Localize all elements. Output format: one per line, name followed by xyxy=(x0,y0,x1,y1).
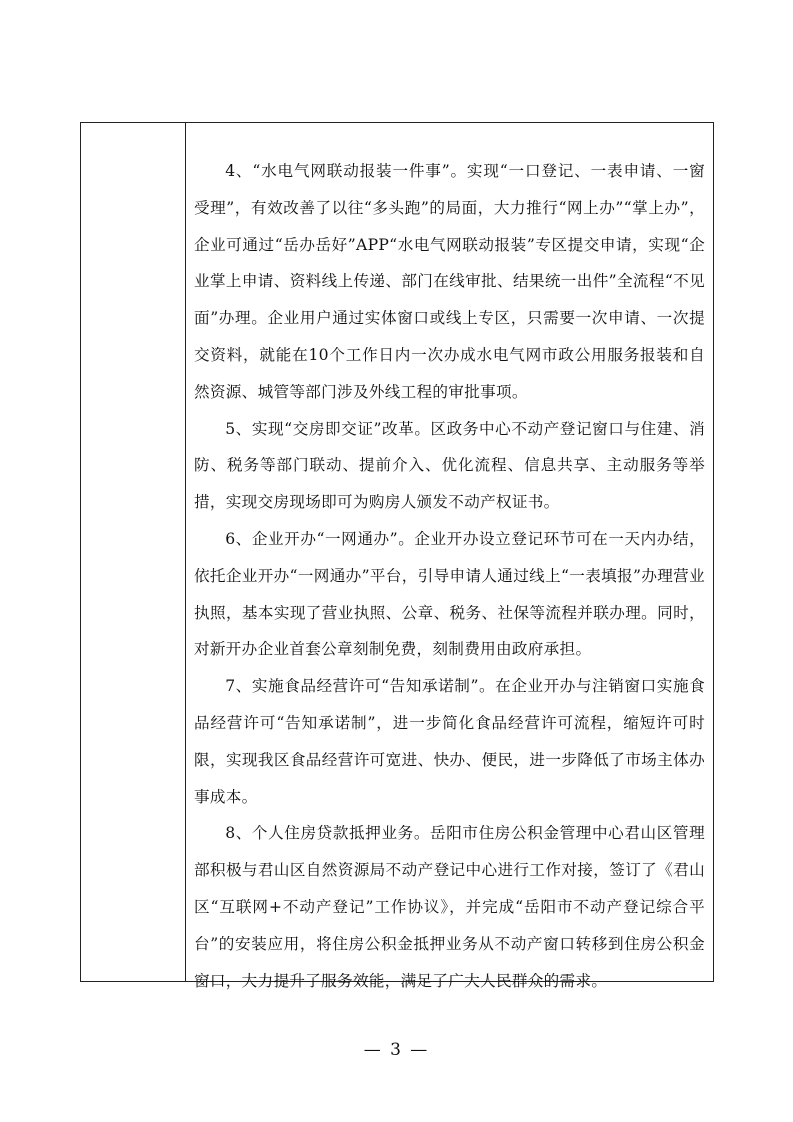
paragraph-item-7: 7、实施食品经营许可“告知承诺制”。在企业开办与注销窗口实施食品经营许可“告知承诺制”，进一步简化食品经营许可流程，缩短许可时限，实现我区食品经营许可宽进、快办、便民，进一步降低了市场主体办事成本。 xyxy=(194,677,705,806)
paragraph-item-4: 4、“水电气网联动报装一件事”。实现“一口登记、一表申请、一窗受理”，有效改善了以往“多头跑”的局面，大力推行“网上办”“掌上办”，企业可通过“岳办岳好”APP“水电气网联动报装”专区提交申请，实现“企业掌上申请、资料线上传递、部门在线审批、结果统一出件”全流程“不见面”办理。企业用户通过实体窗口或线上专区，只需要一次申请、一次提交资料，就能在10个工作日内一次办成水电气网市政公用服务报装和自然资源、城管等部门涉及外线工程的审批事项。 xyxy=(194,162,705,401)
page-number: — 3 — xyxy=(363,1040,430,1060)
paragraph-item-5: 5、实现“交房即交证”改革。区政务中心不动产登记窗口与住建、消防、税务等部门联动、提前介入、优化流程、信息共享、主动服务等举措，实现交房现场即可为购房人颁发不动产权证书。 xyxy=(194,419,705,512)
label-column-cell xyxy=(81,123,186,981)
paragraph-item-8: 8、个人住房贷款抵押业务。岳阳市住房公积金管理中心君山区管理部积极与君山区自然资源局不动产登记中心进行工作对接，签订了《君山区“互联网+不动产登记”工作协议》，并完成“岳阳市不动产登记综合平台”的安装应用，将住房公积金抵押业务从不动产窗口转移到住房公积金窗口，大力提升了服务效能，满足了广大人民群众的需求。 xyxy=(194,824,705,990)
paragraph-item-6: 6、企业开办“一网通办”。企业开办设立登记环节可在一天内办结，依托企业开办“一网通办”平台，引导申请人通过线上“一表填报”办理营业执照，基本实现了营业执照、公章、税务、社保等流程并联办理。同时，对新开办企业首套公章刻制免费，刻制费用由政府承担。 xyxy=(194,529,705,659)
content-table xyxy=(80,122,714,990)
content-cell xyxy=(186,123,713,990)
